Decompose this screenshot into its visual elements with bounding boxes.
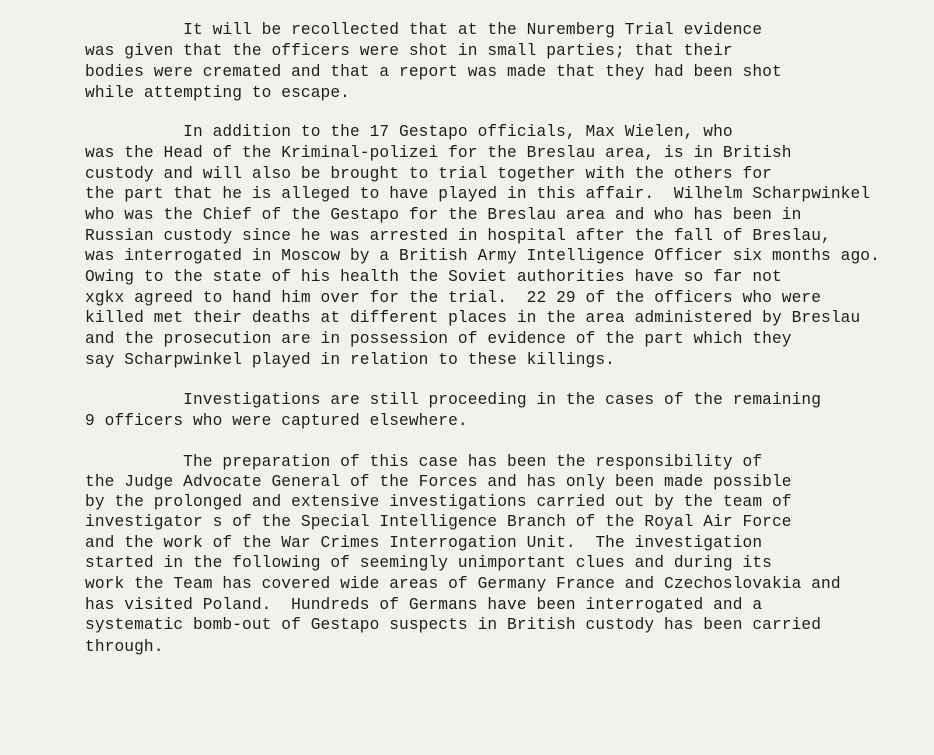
text-line: by the prolonged and extensive investigations carried out by the team of (85, 493, 792, 511)
text-line: investigator s of the Special Intelligence Branch of the Royal Air Force (85, 513, 792, 531)
text-line: the part that he is alleged to have played in this affair. Wilhelm Scharpwinkel (85, 185, 871, 203)
text-line: killed met their deaths at different places in the area administered by Breslau (85, 309, 861, 327)
text-line: was given that the officers were shot in small parties; that their (85, 42, 733, 60)
text-line: was interrogated in Moscow by a British Army Intelligence Officer six months ago. (85, 247, 880, 265)
text-line: work the Team has covered wide areas of Germany France and Czechoslovakia and (85, 575, 841, 593)
text-line: systematic bomb-out of Gestapo suspects in British custody has been carried (85, 616, 822, 634)
text-line: 9 officers who were captured elsewhere. (85, 412, 468, 430)
text-line: the Judge Advocate General of the Forces and has only been made possible (85, 473, 792, 491)
text-line: It will be recollected that at the Nuremberg Trial evidence (85, 21, 763, 39)
text-line: and the prosecution are in possession of evidence of the part which they (85, 330, 792, 348)
text-line: The preparation of this case has been the responsibility of (85, 453, 763, 471)
text-line: has visited Poland. Hundreds of Germans have been interrogated and a (85, 596, 763, 614)
text-line: was the Head of the Kriminal-polizei for the Breslau area, is in British (85, 144, 792, 162)
text-line: through. (85, 638, 164, 656)
text-line: Owing to the state of his health the Soviet authorities have so far not (85, 268, 782, 286)
text-line: say Scharpwinkel played in relation to these killings. (85, 351, 615, 369)
text-line: In addition to the 17 Gestapo officials, Max Wielen, who (85, 123, 733, 141)
text-line: bodies were cremated and that a report was made that they had been shot (85, 63, 782, 81)
text-line: Russian custody since he was arrested in hospital after the fall of Breslau, (85, 227, 831, 245)
text-line: who was the Chief of the Gestapo for the Breslau area and who has been in (85, 206, 802, 224)
text-line: and the work of the War Crimes Interrogation Unit. The investigation (85, 534, 763, 552)
text-line: started in the following of seemingly unimportant clues and during its (85, 554, 772, 572)
text-line: Investigations are still proceeding in the cases of the remaining (85, 391, 822, 409)
text-line: custody and will also be brought to trial together with the others for (85, 165, 772, 183)
text-line: while attempting to escape. (85, 84, 350, 102)
text-line: xgkx agreed to hand him over for the trial. 22 29 of the officers who were (85, 289, 822, 307)
